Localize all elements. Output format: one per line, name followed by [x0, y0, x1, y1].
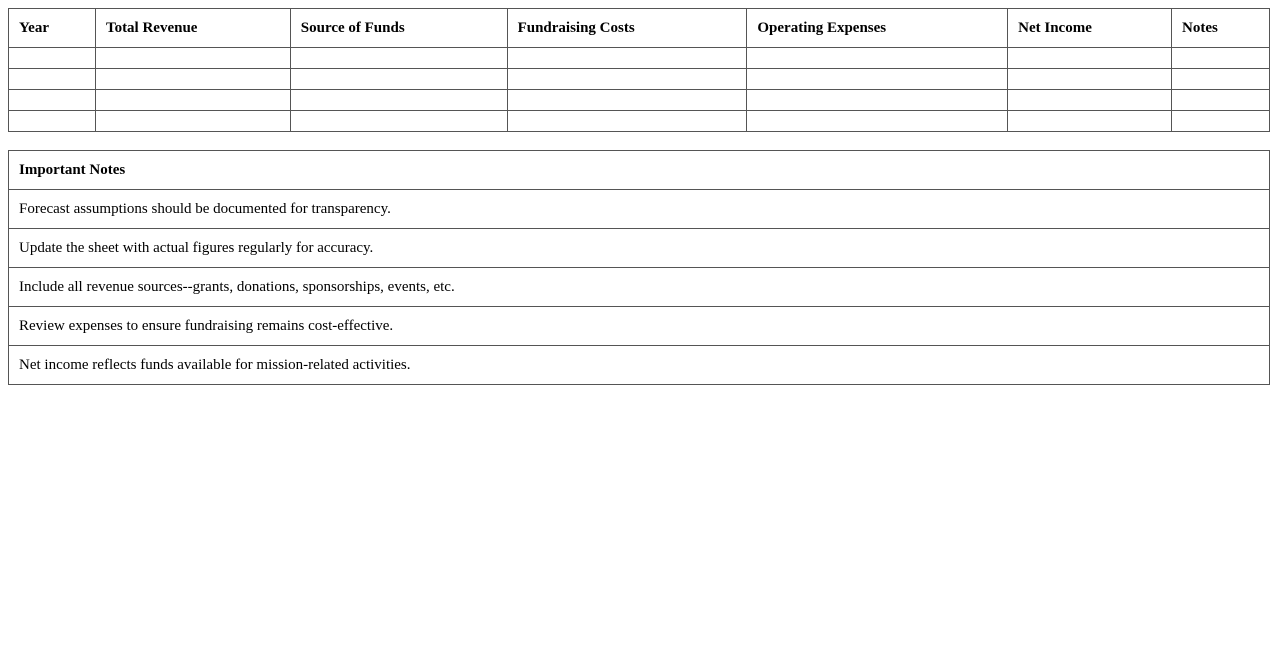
table-cell[interactable] [747, 111, 1008, 132]
note-row [9, 190, 1270, 229]
table-cell[interactable] [747, 69, 1008, 90]
table-cell[interactable] [1172, 111, 1270, 132]
table-cell[interactable] [1172, 48, 1270, 69]
table-cell[interactable] [507, 69, 747, 90]
table-row [9, 111, 1270, 132]
notes-header-row [9, 151, 1270, 190]
col-header-notes: Notes [1172, 9, 1270, 48]
table-row [9, 48, 1270, 69]
note-item: Net income reflects funds available for mission-related activities. [9, 346, 1270, 385]
table-row [9, 69, 1270, 90]
table-cell[interactable] [507, 90, 747, 111]
note-item: Include all revenue sources--grants, donations, sponsorships, events, etc. [9, 268, 1270, 307]
table-cell[interactable] [9, 90, 96, 111]
col-header-operating-expenses: Operating Expenses [747, 9, 1008, 48]
note-row [9, 268, 1270, 307]
note-row [9, 229, 1270, 268]
table-cell[interactable] [95, 90, 290, 111]
note-item: Forecast assumptions should be documented for transparency. [9, 190, 1270, 229]
table-cell[interactable] [95, 69, 290, 90]
note-row [9, 346, 1270, 385]
forecast-table [8, 8, 1270, 132]
table-cell[interactable] [1172, 90, 1270, 111]
table-cell[interactable] [747, 48, 1008, 69]
table-cell[interactable] [290, 111, 507, 132]
table-cell[interactable] [1008, 48, 1172, 69]
table-cell[interactable] [9, 48, 96, 69]
table-cell[interactable] [290, 48, 507, 69]
table-cell[interactable] [95, 111, 290, 132]
table-cell[interactable] [1008, 90, 1172, 111]
col-header-fundraising-costs: Fundraising Costs [507, 9, 747, 48]
note-row [9, 307, 1270, 346]
table-cell[interactable] [9, 69, 96, 90]
col-header-source-of-funds: Source of Funds [290, 9, 507, 48]
table-cell[interactable] [95, 48, 290, 69]
col-header-total-revenue: Total Revenue [95, 9, 290, 48]
notes-title: Important Notes [9, 151, 1270, 190]
table-cell[interactable] [1008, 111, 1172, 132]
note-item: Update the sheet with actual figures regularly for accuracy. [9, 229, 1270, 268]
table-cell[interactable] [507, 48, 747, 69]
table-cell[interactable] [1172, 69, 1270, 90]
table-row [9, 90, 1270, 111]
table-cell[interactable] [9, 111, 96, 132]
note-item: Review expenses to ensure fundraising remains cost-effective. [9, 307, 1270, 346]
col-header-net-income: Net Income [1008, 9, 1172, 48]
important-notes-table [8, 150, 1270, 385]
table-cell[interactable] [290, 69, 507, 90]
header-row [9, 9, 1270, 48]
table-cell[interactable] [1008, 69, 1172, 90]
table-cell[interactable] [507, 111, 747, 132]
col-header-year: Year [9, 9, 96, 48]
table-cell[interactable] [290, 90, 507, 111]
table-cell[interactable] [747, 90, 1008, 111]
